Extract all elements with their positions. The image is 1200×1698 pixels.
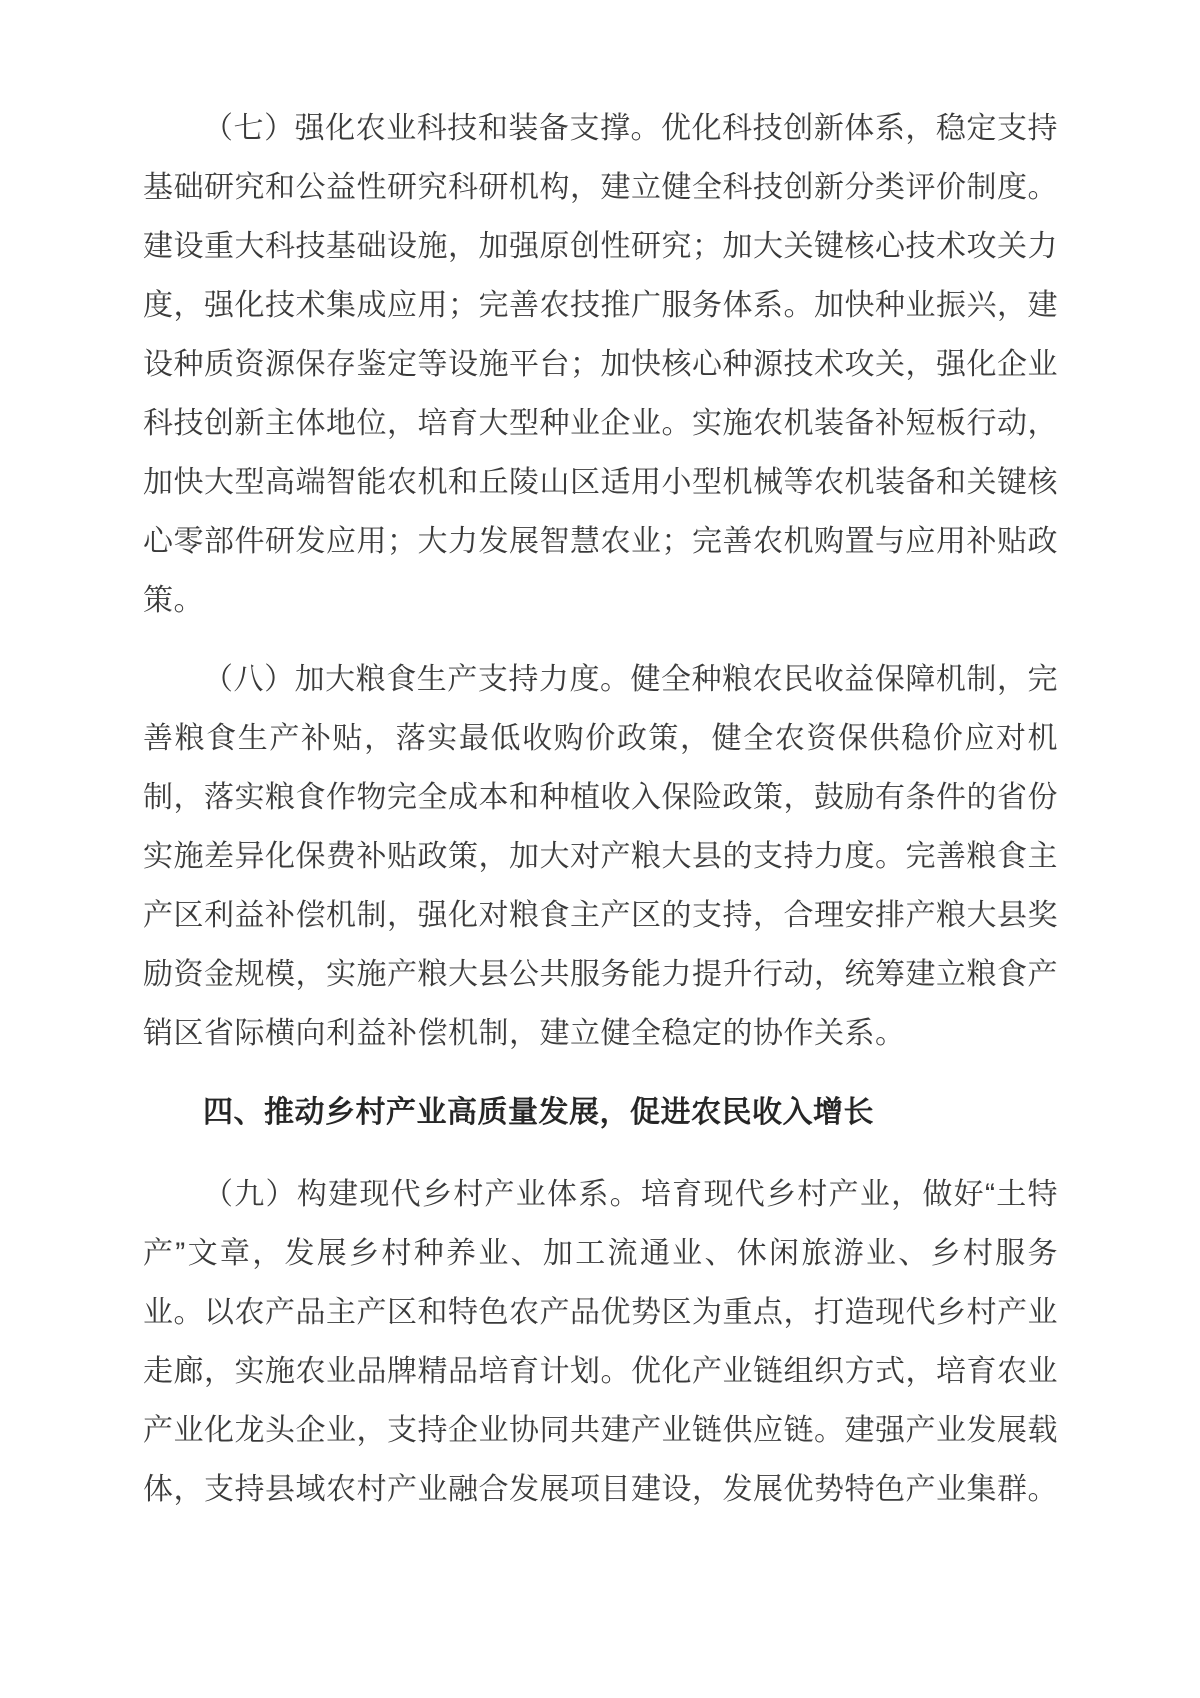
section-heading-4: 四、推动乡村产业高质量发展，促进农民收入增长 bbox=[203, 1096, 874, 1129]
paragraph-item-8: （八）加大粮食生产支持力度。健全种粮农民收益保障机制，完善粮食生产补贴，落实最低收购价政策，健全农资保供稳价应对机制，落实粮食作物完全成本和种植收入保险政策，鼓励有条件的省份实施差异化保费补贴政策，加大对产粮大县的支持力度。完善粮食主产区利益补偿机制，强化对粮食主产区的支持，合理安排产粮大县奖励资金规模，实施产粮大县公共服务能力提升行动，统筹建立粮食产销区省际横向利益补偿机制，建立健全稳定的协作关系。 bbox=[143, 663, 1058, 1050]
paragraph-item-9: （九）构建现代乡村产业体系。培育现代乡村产业，做好“土特产”文章，发展乡村种养业、加工流通业、休闲旅游业、乡村服务业。以农产品主产区和特色农产品优势区为重点，打造现代乡村产业走廊，实施农业品牌精品培育计划。优化产业链组织方式，培育农业产业化龙头企业，支持企业协同共建产业链供应链。建强产业发展载体，支持县域农村产业融合发展项目建设，发展优势特色产业集群。 bbox=[143, 1178, 1058, 1506]
document-content bbox=[143, 99, 1058, 1519]
paragraph-item-7: （七）强化农业科技和装备支撑。优化科技创新体系，稳定支持基础研究和公益性研究科研机构，建立健全科技创新分类评价制度。建设重大科技基础设施，加强原创性研究；加大关键核心技术攻关力度，强化技术集成应用；完善农技推广服务体系。加快种业振兴，建设种质资源保存鉴定等设施平台；加快核心种源技术攻关，强化企业科技创新主体地位，培育大型种业企业。实施农机装备补短板行动，加快大型高端智能农机和丘陵山区适用小型机械等农机装备和关键核心零部件研发应用；大力发展智慧农业；完善农机购置与应用补贴政策。 bbox=[143, 112, 1058, 617]
